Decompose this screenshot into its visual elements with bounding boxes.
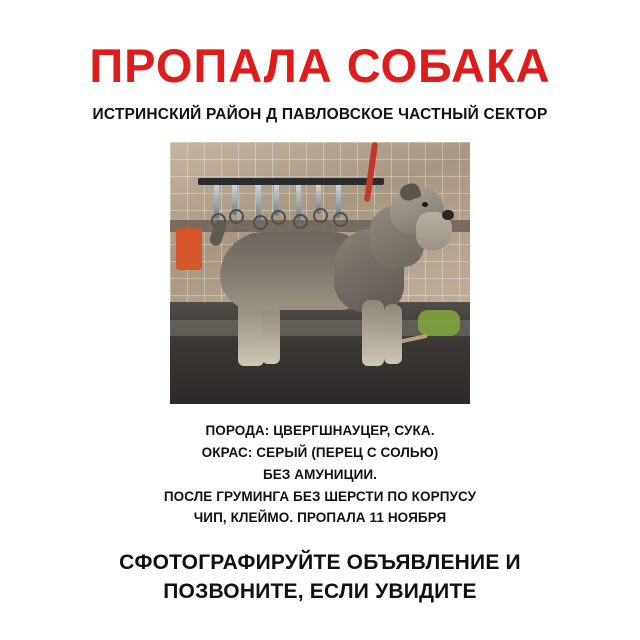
dog-back-leg (262, 304, 280, 364)
description-line: ЧИП, КЛЕЙМО. ПРОПАЛА 11 НОЯБРЯ (193, 510, 447, 526)
description-line: ПОСЛЕ ГРУМИНГА БЕЗ ШЕРСТИ ПО КОРПУСУ (163, 488, 477, 504)
dog-nose (442, 210, 454, 220)
photo-scene (170, 142, 470, 404)
dog-figure (194, 180, 456, 370)
description-line: БЕЗ АМУНИЦИИ. (262, 466, 378, 482)
location-subtitle: ИСТРИНСКИЙ РАЙОН Д ПАВЛОВСКОЕ ЧАСТНЫЙ СЕКТОР (92, 106, 548, 123)
description-line: ОКРАС: СЕРЫЙ (ПЕРЕЦ С СОЛЬЮ) (201, 444, 439, 460)
call-to-action (119, 549, 521, 606)
dog-eye (422, 202, 428, 207)
dog-front-leg (384, 304, 402, 364)
call-to-action-line: СФОТОГРАФИРУЙТЕ ОБЪЯВЛЕНИЕ И (119, 551, 521, 575)
dog-description (164, 420, 476, 529)
page-title: ПРОПАЛА СОБАКА (89, 39, 551, 92)
dog-front-leg (362, 300, 384, 366)
dog-tail (208, 219, 227, 247)
call-to-action-line: ПОЗВОНИТЕ, ЕСЛИ УВИДИТЕ (163, 579, 477, 603)
description-line: ПОРОДА: ЦВЕРГШНАУЦЕР, СУКА. (205, 423, 435, 438)
dog-photo (170, 142, 470, 404)
